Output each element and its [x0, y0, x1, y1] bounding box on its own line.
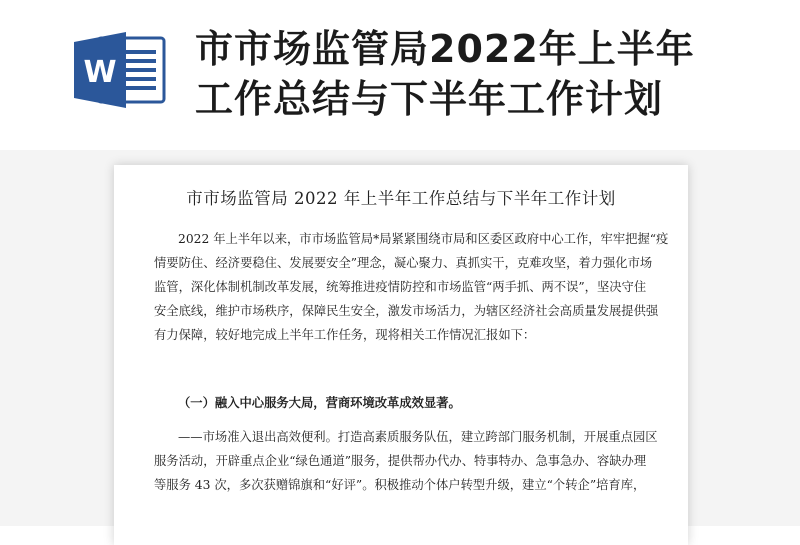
document-page	[114, 165, 688, 545]
text-line: 情要防住、经济要稳住、发展要安全”理念，凝心聚力、真抓实干，克难攻坚，着力强化市场	[154, 256, 653, 270]
text-line: 服务活动，开辟重点企业“绿色通道”服务，提供帮办代办、特事特办、急事急办、容缺办理	[154, 454, 647, 468]
header-banner	[0, 0, 800, 150]
word-icon	[72, 28, 168, 112]
text-line: 等服务 43 次，多次获赠锦旗和“好评”。积极推动个体户转型升级，建立“个转企”培育库，	[154, 478, 646, 492]
paragraph-market-access	[154, 425, 658, 497]
word-logo-letter: W	[83, 55, 117, 90]
banner-title	[195, 24, 785, 124]
text-line: ——市场准入退出高效便利。打造高素质服务队伍，建立跨部门服务机制，开展重点园区	[178, 430, 658, 444]
text-line: 监管，深化体制机制改革发展，统筹推进疫情防控和市场监管“两手抓、两不误”，坚决守住	[154, 280, 647, 294]
text-line: 安全底线，维护市场秩序，保障民生安全，激发市场活力，为辖区经济社会高质量发展提供强	[154, 304, 659, 318]
paragraph-intro	[154, 227, 669, 347]
banner-title-line-2: 工作总结与下半年工作计划	[195, 77, 664, 121]
banner-title-line-1: 市市场监管局2022年上半年	[195, 27, 695, 71]
heading-text: （一）融入中心服务大局，营商环境改革成效显著。	[178, 395, 461, 410]
text-line: 有力保障，较好地完成上半年工作任务，现将相关工作情况汇报如下：	[154, 328, 536, 342]
text-line: 2022 年上半年以来，市市场监管局*局紧紧围绕市局和区委区政府中心工作，牢牢把握“疫	[178, 232, 669, 246]
document-title: 市市场监管局 2022 年上半年工作总结与下半年工作计划	[186, 189, 616, 208]
section-heading	[154, 391, 648, 415]
